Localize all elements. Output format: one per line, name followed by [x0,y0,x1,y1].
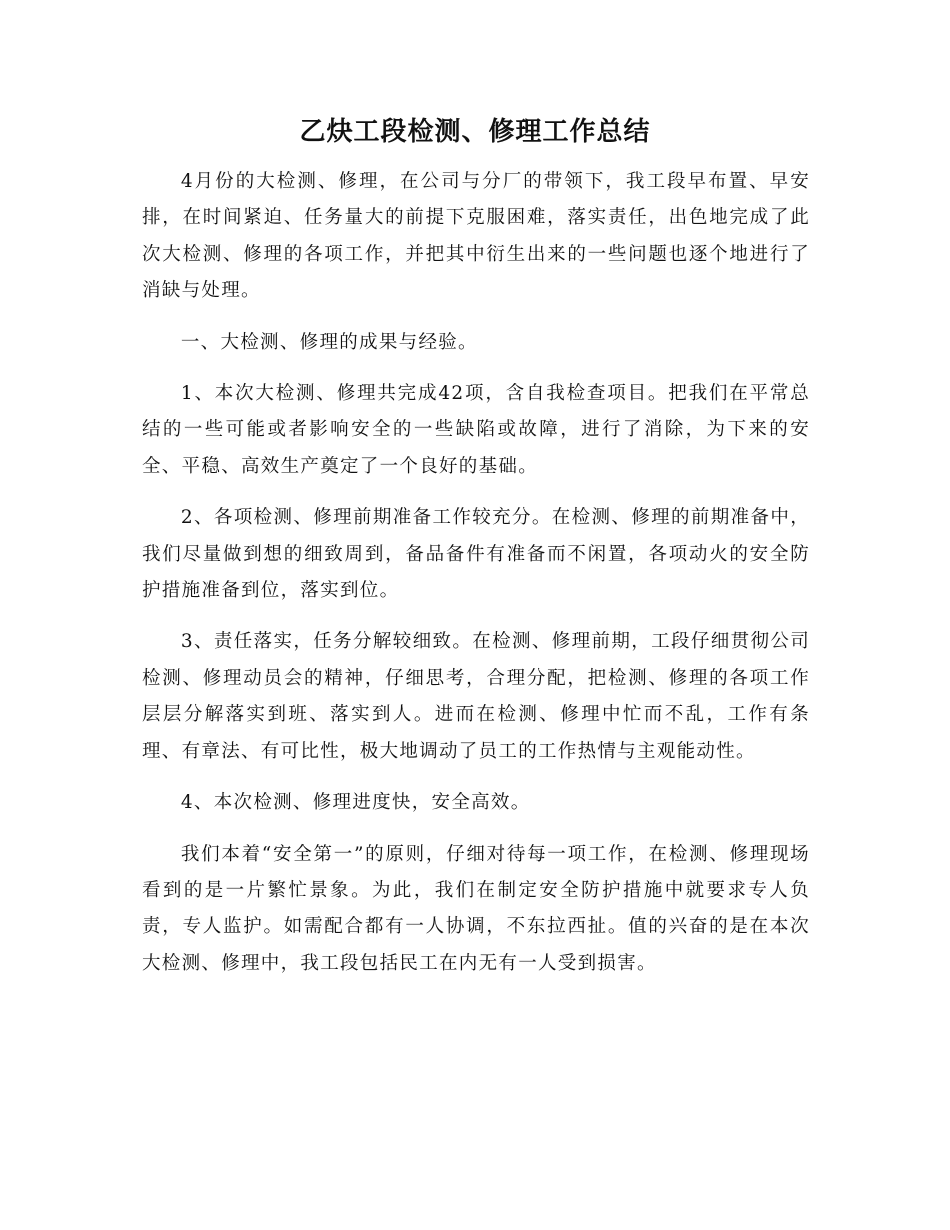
paragraph-intro: 4月份的大检测、修理，在公司与分厂的带领下，我工段早布置、早安排，在时间紧迫、任务量大的前提下克服困难，落实责任，出色地完成了此次大检测、修理的各项工作，并把其中衍生出来的一些问题也逐个地进行了消缺与处理。 [142,171,810,302]
paragraph-item-2: 2、各项检测、修理前期准备工作较充分。在检测、修理的前期准备中，我们尽量做到想的细致周到，备品备件有准备而不闲置，各项动火的安全防护措施准备到位，落实到位。 [142,507,810,602]
paragraph-gap [142,770,810,785]
paragraph-item-3: 3、责任落实，任务分解较细致。在检测、修理前期，工段仔细贯彻公司检测、修理动员会的精神，仔细思考，合理分配，把检测、修理的各项工作层层分解落实到班、落实到人。进而在检测、修理中忙而不乱，工作有条理、有章法、有可比性，极大地调动了员工的工作热情与主观能动性。 [142,631,810,762]
document-body [142,164,810,982]
paragraph-gap [142,822,810,837]
paragraph-gap [142,361,810,376]
paragraph-item-4: 4、本次检测、修理进度快，安全高效。 [180,792,531,814]
section-heading-achievements: 一、大检测、修理的成果与经验。 [180,331,478,353]
paragraph-gap [142,310,810,325]
paragraph-gap [142,485,810,500]
paragraph-item-1: 1、本次大检测、修理共完成42项，含自我检查项目。把我们在平常总结的一些可能或者影响安全的一些缺陷或故障，进行了消除，为下来的安全、平稳、高效生产奠定了一个良好的基础。 [142,383,810,477]
paragraph-gap [142,609,810,624]
paragraph-safety: 我们本着“安全第一”的原则，仔细对待每一项工作，在检测、修理现场看到的是一片繁忙景象。为此，我们在制定安全防护措施中就要求专人负责，专人监护。如需配合都有一人协调，不东拉西扯。值的兴奋的是在本次大检测、修理中，我工段包括民工在内无有一人受到损害。 [142,843,810,974]
document-title: 乙炔工段检测、修理工作总结 [299,117,651,147]
